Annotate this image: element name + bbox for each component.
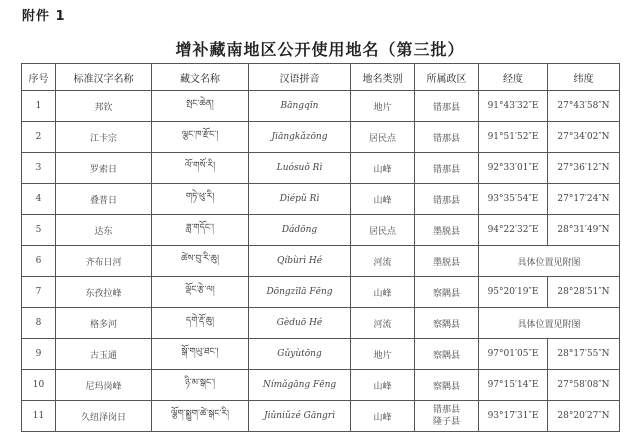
table-row: [22, 370, 620, 401]
tibetan-name: དགེ་རྡོ་ཆུ།: [152, 308, 249, 339]
row-index: 11: [22, 401, 56, 432]
place-category: 河流: [351, 246, 415, 277]
district: [415, 308, 479, 339]
district-name: 墨脱县: [432, 257, 460, 268]
district-name: 错那县: [432, 133, 460, 144]
latitude: 27°17′24″N: [548, 184, 620, 215]
table-row: [22, 122, 620, 153]
table-row: [22, 246, 620, 277]
place-category: 河流: [351, 308, 415, 339]
location-note: 具体位置见附图: [479, 246, 620, 277]
tibetan-name: གཏེ་ཕུ་རི།: [152, 184, 249, 215]
row-index: 1: [22, 91, 56, 122]
latitude: 28°17′55″N: [548, 339, 620, 370]
place-category: 地片: [351, 339, 415, 370]
district-name: 错那县: [432, 102, 460, 113]
district-name: 墨脱县: [432, 226, 460, 237]
latitude: 28°20′27″N: [548, 401, 620, 432]
pinyin-name: Luósuǒ Rì: [249, 153, 351, 184]
district: [415, 184, 479, 215]
pinyin-name: Dōngzīlā Fēng: [249, 277, 351, 308]
row-index: 2: [22, 122, 56, 153]
row-index: 7: [22, 277, 56, 308]
table-row: [22, 215, 620, 246]
pinyin-name: Gèduō Hé: [249, 308, 351, 339]
district: [415, 370, 479, 401]
longitude: 91°43′32″E: [479, 91, 548, 122]
place-category: 山峰: [351, 277, 415, 308]
chinese-name: 古玉通: [56, 339, 152, 370]
row-index: 10: [22, 370, 56, 401]
pinyin-name: Gǔyùtōng: [249, 339, 351, 370]
tibetan-name: ཚེས་བུ་རི་ཆུ།: [152, 246, 249, 277]
pinyin-name: Diépǔ Rì: [249, 184, 351, 215]
district: [415, 153, 479, 184]
header-latitude: 纬度: [548, 64, 620, 91]
district: [415, 339, 479, 370]
district-name: 隆子县: [432, 417, 460, 427]
district: [415, 277, 479, 308]
chinese-name: 邦钦: [56, 91, 152, 122]
longitude: 91°51′52″E: [479, 122, 548, 153]
tibetan-name: ལྕོག་སྨྱུག་ཚེ་སྒང་རི།: [152, 401, 249, 432]
place-category: 山峰: [351, 401, 415, 432]
chinese-name: 东孜拉峰: [56, 277, 152, 308]
location-note: 具体位置见附图: [479, 308, 620, 339]
latitude: 27°36′12″N: [548, 153, 620, 184]
tibetan-name: ལྕང་ཁ་རྫོང་།: [152, 122, 249, 153]
longitude: 97°15′14″E: [479, 370, 548, 401]
district: [415, 122, 479, 153]
chinese-name: 齐布日河: [56, 246, 152, 277]
tibetan-name: ལོ་གསོ་རི།: [152, 153, 249, 184]
tibetan-name: ཟླ་གདོང་།: [152, 215, 249, 246]
tibetan-name: སྤང་ཆེན།: [152, 91, 249, 122]
table-row: [22, 308, 620, 339]
header-chinese-name: 标准汉字名称: [56, 64, 152, 91]
row-index: 9: [22, 339, 56, 370]
place-category: 地片: [351, 91, 415, 122]
place-names-table: [21, 63, 620, 432]
latitude: 27°43′58″N: [548, 91, 620, 122]
attachment-label: 附件 1: [22, 9, 66, 24]
table-row: [22, 277, 620, 308]
place-category: 山峰: [351, 184, 415, 215]
chinese-name: 尼玛岗峰: [56, 370, 152, 401]
tibetan-name: སྒོ་གཡུ་ཐང་།: [152, 339, 249, 370]
longitude: 97°01′05″E: [479, 339, 548, 370]
tibetan-name: ཉི་མ་སྒང་།: [152, 370, 249, 401]
pinyin-name: Qíbùrì Hé: [249, 246, 351, 277]
place-category: 山峰: [351, 153, 415, 184]
district-name: 察隅县: [432, 381, 460, 392]
pinyin-name: Dádōng: [249, 215, 351, 246]
chinese-name: 江卡宗: [56, 122, 152, 153]
chinese-name: 达东: [56, 215, 152, 246]
district: [415, 401, 479, 432]
longitude: 92°33′01″E: [479, 153, 548, 184]
pinyin-name: Nímǎgāng Fēng: [249, 370, 351, 401]
latitude: 27°58′08″N: [548, 370, 620, 401]
table-body: [22, 91, 620, 432]
district-name: 察隅县: [432, 350, 460, 361]
table-row: [22, 401, 620, 432]
district: [415, 246, 479, 277]
row-index: 4: [22, 184, 56, 215]
district-name: 错那县: [432, 195, 460, 206]
chinese-name: 格多河: [56, 308, 152, 339]
header-pinyin: 汉语拼音: [249, 64, 351, 91]
district: [415, 91, 479, 122]
tibetan-name: ལྡོང་རྩེ་ལ།: [152, 277, 249, 308]
table-row: [22, 339, 620, 370]
table-row: [22, 184, 620, 215]
pinyin-name: Jiǔniǔzé Gāngrì: [249, 401, 351, 432]
table-row: [22, 91, 620, 122]
district-name: 察隅县: [432, 319, 460, 330]
longitude: 95°20′19″E: [479, 277, 548, 308]
latitude: 28°28′51″N: [548, 277, 620, 308]
header-tibetan-name: 藏文名称: [152, 64, 249, 91]
district-name: 错那县: [432, 164, 460, 175]
place-category: 山峰: [351, 370, 415, 401]
place-category: 居民点: [351, 215, 415, 246]
pinyin-name: Bāngqīn: [249, 91, 351, 122]
document-title: 增补藏南地区公开使用地名（第三批）: [175, 40, 465, 59]
longitude: 93°17′31″E: [479, 401, 548, 432]
place-category: 居民点: [351, 122, 415, 153]
table-header-row: [22, 64, 620, 91]
longitude: 94°22′32″E: [479, 215, 548, 246]
row-index: 6: [22, 246, 56, 277]
header-district: 所属政区: [415, 64, 479, 91]
row-index: 3: [22, 153, 56, 184]
table-row: [22, 153, 620, 184]
latitude: 28°31′49″N: [548, 215, 620, 246]
chinese-name: 罗索日: [56, 153, 152, 184]
district-name: 错那县: [432, 405, 460, 415]
chinese-name: 久纽泽岗日: [56, 401, 152, 432]
latitude: 27°34′02″N: [548, 122, 620, 153]
district: [415, 215, 479, 246]
pinyin-name: Jiāngkǎzōng: [249, 122, 351, 153]
longitude: 93°35′54″E: [479, 184, 548, 215]
row-index: 8: [22, 308, 56, 339]
header-longitude: 经度: [479, 64, 548, 91]
header-index: 序号: [22, 64, 56, 91]
chinese-name: 叠普日: [56, 184, 152, 215]
row-index: 5: [22, 215, 56, 246]
header-category: 地名类别: [351, 64, 415, 91]
district-name: 察隅县: [432, 288, 460, 299]
